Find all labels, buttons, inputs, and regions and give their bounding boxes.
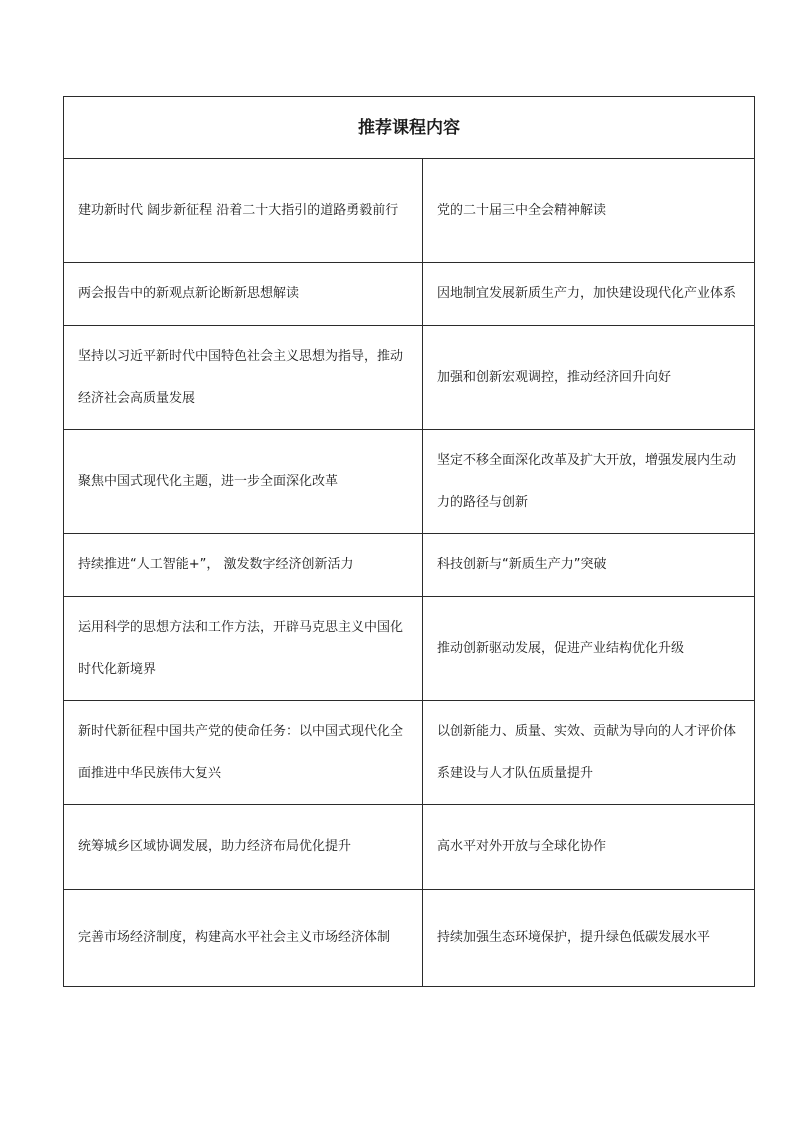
course-cell: 持续推进“人工智能+”， 激发数字经济创新活力 (64, 534, 423, 597)
course-cell: 高水平对外开放与全球化协作 (423, 805, 755, 890)
table-row (64, 534, 755, 597)
table-row (64, 263, 755, 326)
table-row (64, 597, 755, 701)
table-row (64, 701, 755, 805)
table-row (64, 890, 755, 987)
course-cell: 新时代新征程中国共产党的使命任务：以中国式现代化全面推进中华民族伟大复兴 (64, 701, 423, 805)
course-cell: 党的二十届三中全会精神解读 (423, 159, 755, 263)
course-cell: 持续加强生态环境保护，提升绿色低碳发展水平 (423, 890, 755, 987)
course-cell: 建功新时代 阔步新征程 沿着二十大指引的道路勇毅前行 (64, 159, 423, 263)
course-cell: 统筹城乡区域协调发展，助力经济布局优化提升 (64, 805, 423, 890)
course-cell: 完善市场经济制度，构建高水平社会主义市场经济体制 (64, 890, 423, 987)
course-cell: 以创新能力、质量、实效、贡献为导向的人才评价体系建设与人才队伍质量提升 (423, 701, 755, 805)
course-cell: 推动创新驱动发展，促进产业结构优化升级 (423, 597, 755, 701)
table-title: 推荐课程内容 (64, 97, 755, 159)
course-cell: 因地制宜发展新质生产力，加快建设现代化产业体系 (423, 263, 755, 326)
course-cell: 坚定不移全面深化改革及扩大开放，增强发展内生动力的路径与创新 (423, 430, 755, 534)
table-row (64, 159, 755, 263)
table-row (64, 805, 755, 890)
table-row (64, 326, 755, 430)
table-header-row (64, 97, 755, 159)
course-cell: 科技创新与“新质生产力”突破 (423, 534, 755, 597)
course-table (63, 96, 755, 987)
course-cell: 两会报告中的新观点新论断新思想解读 (64, 263, 423, 326)
course-cell: 运用科学的思想方法和工作方法，开辟马克思主义中国化时代化新境界 (64, 597, 423, 701)
course-cell: 坚持以习近平新时代中国特色社会主义思想为指导，推动经济社会高质量发展 (64, 326, 423, 430)
course-cell: 加强和创新宏观调控，推动经济回升向好 (423, 326, 755, 430)
course-cell: 聚焦中国式现代化主题，进一步全面深化改革 (64, 430, 423, 534)
table-row (64, 430, 755, 534)
